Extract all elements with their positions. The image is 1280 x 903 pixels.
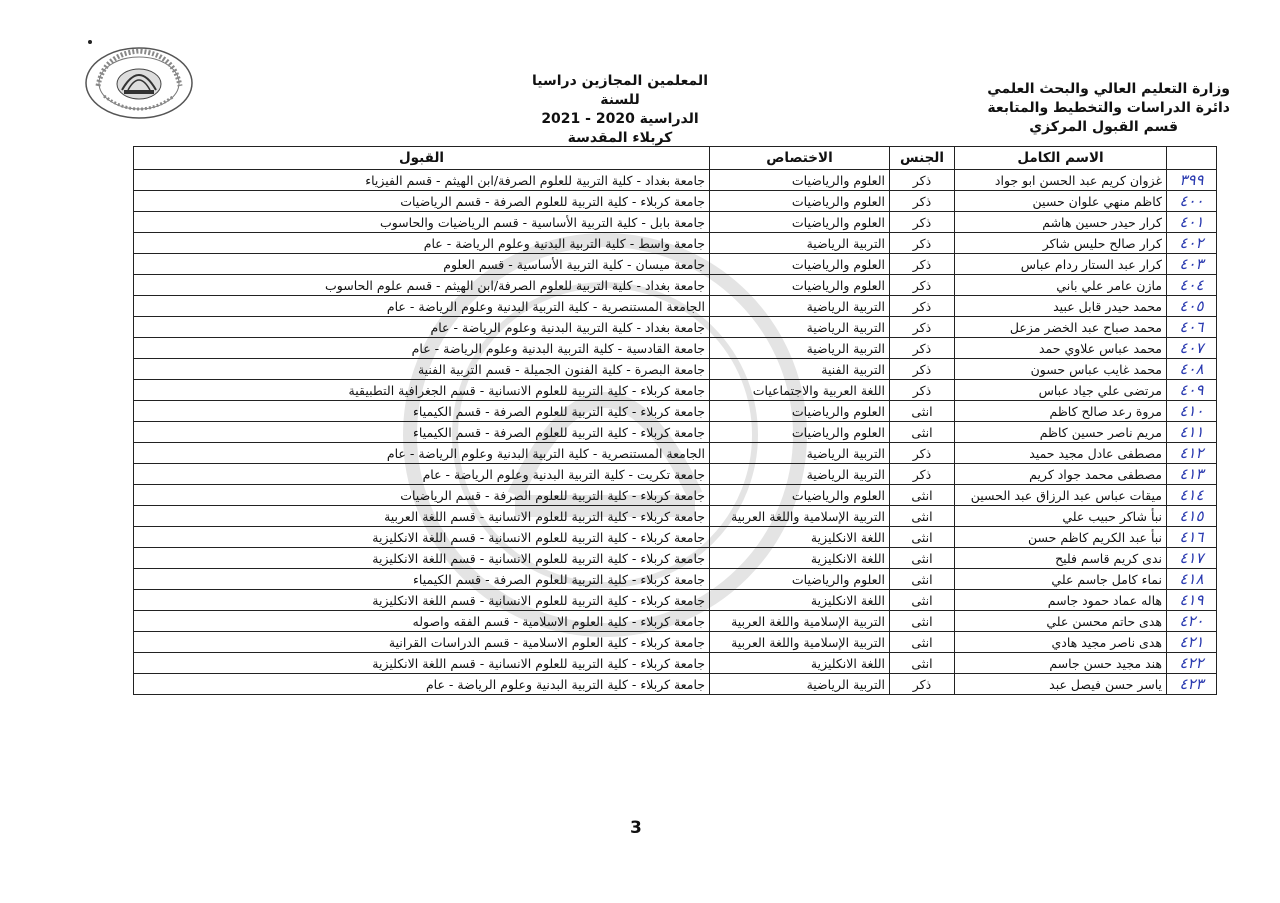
full-name-cell: كاظم منهي علوان حسين <box>955 191 1167 212</box>
acceptance-cell: جامعة كربلاء - كلية التربية للعلوم الانسانية - قسم اللغة الانكليزية <box>134 527 710 548</box>
table-row <box>134 317 1217 338</box>
specialization-cell: العلوم والرياضيات <box>710 401 890 422</box>
specialization-cell: العلوم والرياضيات <box>710 422 890 443</box>
table-row <box>134 464 1217 485</box>
acceptance-cell: جامعة واسط - كلية التربية البدنية وعلوم الرياضة - عام <box>134 233 710 254</box>
specialization-cell: العلوم والرياضيات <box>710 212 890 233</box>
specialization-cell: التربية الرياضية <box>710 338 890 359</box>
row-number: ٤١٠ <box>1167 401 1217 422</box>
specialization-cell: التربية الإسلامية واللغة العربية <box>710 506 890 527</box>
scan-dot <box>88 40 92 44</box>
row-number: ٤٢٠ <box>1167 611 1217 632</box>
column-header-gender: الجنس <box>890 147 955 170</box>
acceptance-cell: جامعة كربلاء - كلية التربية للعلوم الانسانية - قسم اللغة الانكليزية <box>134 653 710 674</box>
specialization-cell: العلوم والرياضيات <box>710 275 890 296</box>
gender-cell: انثى <box>890 611 955 632</box>
table-row <box>134 212 1217 233</box>
gender-cell: ذكر <box>890 212 955 233</box>
acceptance-cell: جامعة كربلاء - كلية التربية للعلوم الصرفة - قسم الكيمياء <box>134 569 710 590</box>
table-row <box>134 611 1217 632</box>
full-name-cell: هدى ناصر مجيد هادي <box>955 632 1167 653</box>
gender-cell: ذكر <box>890 296 955 317</box>
department-name: دائرة الدراسات والتخطيط والمتابعة <box>987 100 1230 116</box>
row-number: ٤١١ <box>1167 422 1217 443</box>
row-number: ٤٢٣ <box>1167 674 1217 695</box>
gender-cell: ذكر <box>890 170 955 191</box>
full-name-cell: نماء كامل جاسم علي <box>955 569 1167 590</box>
gender-cell: ذكر <box>890 380 955 401</box>
gender-cell: انثى <box>890 569 955 590</box>
roster-table <box>133 146 1217 695</box>
gender-cell: انثى <box>890 401 955 422</box>
table-row <box>134 401 1217 422</box>
table-row <box>134 233 1217 254</box>
full-name-cell: هاله عماد حمود جاسم <box>955 590 1167 611</box>
title-line-3: كربلاء المقدسة <box>567 130 673 146</box>
specialization-cell: التربية الإسلامية واللغة العربية <box>710 632 890 653</box>
acceptance-cell: الجامعة المستنصرية - كلية التربية البدنية وعلوم الرياضة - عام <box>134 296 710 317</box>
specialization-cell: اللغة الانكليزية <box>710 527 890 548</box>
gender-cell: انثى <box>890 590 955 611</box>
acceptance-cell: جامعة كربلاء - كلية التربية للعلوم الصرفة - قسم الرياضيات <box>134 191 710 212</box>
table-row <box>134 569 1217 590</box>
acceptance-cell: جامعة كربلاء - كلية العلوم الاسلامية - قسم الفقه واصوله <box>134 611 710 632</box>
specialization-cell: التربية الرياضية <box>710 296 890 317</box>
gender-cell: ذكر <box>890 275 955 296</box>
full-name-cell: محمد حيدر قابل عبيد <box>955 296 1167 317</box>
full-name-cell: محمد عباس علاوي حمد <box>955 338 1167 359</box>
acceptance-cell: جامعة كربلاء - كلية التربية للعلوم الانسانية - قسم اللغة الانكليزية <box>134 548 710 569</box>
specialization-cell: التربية الرياضية <box>710 464 890 485</box>
ministry-header <box>910 80 1230 137</box>
row-number: ٤٠٠ <box>1167 191 1217 212</box>
specialization-cell: اللغة العربية والاجتماعيات <box>710 380 890 401</box>
full-name-cell: غزوان كريم عبد الحسن ابو جواد <box>955 170 1167 191</box>
gender-cell: ذكر <box>890 464 955 485</box>
acceptance-cell: جامعة كربلاء - كلية التربية للعلوم الصرفة - قسم الكيمياء <box>134 422 710 443</box>
row-number: ٤٠٨ <box>1167 359 1217 380</box>
acceptance-cell: جامعة كربلاء - كلية التربية للعلوم الانسانية - قسم الجغرافية التطبيقية <box>134 380 710 401</box>
table-row <box>134 170 1217 191</box>
table-row <box>134 527 1217 548</box>
gender-cell: انثى <box>890 632 955 653</box>
page-number: 3 <box>630 818 642 838</box>
table-row <box>134 590 1217 611</box>
table-row <box>134 485 1217 506</box>
acceptance-cell: جامعة كربلاء - كلية العلوم الاسلامية - قسم الدراسات القرانية <box>134 632 710 653</box>
column-header-specialization: الاختصاص <box>710 147 890 170</box>
table-row <box>134 296 1217 317</box>
gender-cell: ذكر <box>890 674 955 695</box>
row-number: ٤٠٥ <box>1167 296 1217 317</box>
specialization-cell: اللغة الانكليزية <box>710 548 890 569</box>
acceptance-cell: جامعة تكريت - كلية التربية البدنية وعلوم الرياضة - عام <box>134 464 710 485</box>
row-number: ٤٢١ <box>1167 632 1217 653</box>
full-name-cell: نبأ شاكر حبيب علي <box>955 506 1167 527</box>
row-number: ٤٠٣ <box>1167 254 1217 275</box>
acceptance-cell: جامعة بغداد - كلية التربية البدنية وعلوم الرياضة - عام <box>134 317 710 338</box>
full-name-cell: هدى حاتم محسن علي <box>955 611 1167 632</box>
table-row <box>134 653 1217 674</box>
row-number: ٤٢٢ <box>1167 653 1217 674</box>
full-name-cell: مروة رعد صالح كاظم <box>955 401 1167 422</box>
row-number: ٤٠٦ <box>1167 317 1217 338</box>
acceptance-cell: جامعة كربلاء - كلية التربية للعلوم الانسانية - قسم اللغة الانكليزية <box>134 590 710 611</box>
table-body <box>134 170 1217 695</box>
specialization-cell: العلوم والرياضيات <box>710 254 890 275</box>
specialization-cell: اللغة الانكليزية <box>710 653 890 674</box>
row-number: ٤١٤ <box>1167 485 1217 506</box>
ministry-name: وزارة التعليم العالي والبحث العلمي <box>987 81 1230 97</box>
full-name-cell: كرار عبد الستار ردام عباس <box>955 254 1167 275</box>
specialization-cell: التربية الفنية <box>710 359 890 380</box>
full-name-cell: كرار صالح حليس شاكر <box>955 233 1167 254</box>
specialization-cell: التربية الرياضية <box>710 317 890 338</box>
ministry-seal-icon <box>84 46 194 120</box>
acceptance-cell: جامعة كربلاء - كلية التربية للعلوم الانسانية - قسم اللغة العربية <box>134 506 710 527</box>
specialization-cell: التربية الرياضية <box>710 443 890 464</box>
full-name-cell: كرار حيدر حسين هاشم <box>955 212 1167 233</box>
table-row <box>134 254 1217 275</box>
specialization-cell: التربية الإسلامية واللغة العربية <box>710 611 890 632</box>
gender-cell: انثى <box>890 485 955 506</box>
full-name-cell: مصطفى محمد جواد كريم <box>955 464 1167 485</box>
row-number: ٤٠١ <box>1167 212 1217 233</box>
table-row <box>134 191 1217 212</box>
table-row <box>134 380 1217 401</box>
table-row <box>134 422 1217 443</box>
gender-cell: ذكر <box>890 191 955 212</box>
row-number: ٤١٣ <box>1167 464 1217 485</box>
row-number: ٤١٩ <box>1167 590 1217 611</box>
row-number: ٣٩٩ <box>1167 170 1217 191</box>
table-row <box>134 443 1217 464</box>
acceptance-cell: جامعة ميسان - كلية التربية الأساسية - قسم العلوم <box>134 254 710 275</box>
row-number: ٤١٥ <box>1167 506 1217 527</box>
document-title <box>520 72 720 148</box>
full-name-cell: مرتضى علي جياد عباس <box>955 380 1167 401</box>
acceptance-cell: جامعة بغداد - كلية التربية للعلوم الصرفة/ابن الهيثم - قسم علوم الحاسوب <box>134 275 710 296</box>
table-row <box>134 359 1217 380</box>
full-name-cell: مصطفى عادل مجيد حميد <box>955 443 1167 464</box>
full-name-cell: ميقات عباس عبد الرزاق عبد الحسين <box>955 485 1167 506</box>
specialization-cell: العلوم والرياضيات <box>710 170 890 191</box>
title-line-2: الدراسية 2020 - 2021 <box>541 111 699 127</box>
table-row <box>134 674 1217 695</box>
full-name-cell: ندى كريم قاسم فليح <box>955 548 1167 569</box>
column-header-name: الاسم الكامل <box>955 147 1167 170</box>
table-row <box>134 548 1217 569</box>
gender-cell: ذكر <box>890 443 955 464</box>
acceptance-cell: جامعة القادسية - كلية التربية البدنية وعلوم الرياضة - عام <box>134 338 710 359</box>
gender-cell: انثى <box>890 548 955 569</box>
acceptance-cell: جامعة كربلاء - كلية التربية للعلوم الصرفة - قسم الرياضيات <box>134 485 710 506</box>
gender-cell: انثى <box>890 422 955 443</box>
gender-cell: ذكر <box>890 338 955 359</box>
acceptance-cell: جامعة بابل - كلية التربية الأساسية - قسم الرياضيات والحاسوب <box>134 212 710 233</box>
full-name-cell: نبأ عبد الكريم كاظم حسن <box>955 527 1167 548</box>
row-number: ٤١٨ <box>1167 569 1217 590</box>
row-number: ٤١٢ <box>1167 443 1217 464</box>
full-name-cell: محمد صباح عبد الخضر مزعل <box>955 317 1167 338</box>
specialization-cell: التربية الرياضية <box>710 674 890 695</box>
gender-cell: ذكر <box>890 317 955 338</box>
gender-cell: انثى <box>890 506 955 527</box>
specialization-cell: التربية الرياضية <box>710 233 890 254</box>
table-header-row <box>134 147 1217 170</box>
row-number: ٤٠٩ <box>1167 380 1217 401</box>
specialization-cell: العلوم والرياضيات <box>710 569 890 590</box>
specialization-cell: العلوم والرياضيات <box>710 485 890 506</box>
specialization-cell: اللغة الانكليزية <box>710 590 890 611</box>
acceptance-cell: جامعة البصرة - كلية الفنون الجميلة - قسم التربية الفنية <box>134 359 710 380</box>
table-row <box>134 506 1217 527</box>
title-line-1: المعلمين المجازين دراسيا للسنة <box>532 73 708 108</box>
acceptance-cell: جامعة كربلاء - كلية التربية للعلوم الصرفة - قسم الكيمياء <box>134 401 710 422</box>
row-number: ٤٠٢ <box>1167 233 1217 254</box>
gender-cell: انثى <box>890 653 955 674</box>
row-number: ٤١٧ <box>1167 548 1217 569</box>
row-number: ٤٠٤ <box>1167 275 1217 296</box>
section-name: قسم القبول المركزي <box>1029 119 1178 135</box>
acceptance-cell: الجامعة المستنصرية - كلية التربية البدنية وعلوم الرياضة - عام <box>134 443 710 464</box>
full-name-cell: مريم ناصر حسين كاظم <box>955 422 1167 443</box>
column-header-acceptance: القبول <box>134 147 710 170</box>
full-name-cell: هند مجيد حسن جاسم <box>955 653 1167 674</box>
full-name-cell: محمد غايب عباس حسون <box>955 359 1167 380</box>
table-row <box>134 338 1217 359</box>
gender-cell: انثى <box>890 527 955 548</box>
gender-cell: ذكر <box>890 254 955 275</box>
acceptance-cell: جامعة بغداد - كلية التربية للعلوم الصرفة/ابن الهيثم - قسم الفيزياء <box>134 170 710 191</box>
row-number: ٤٠٧ <box>1167 338 1217 359</box>
gender-cell: ذكر <box>890 233 955 254</box>
table-row <box>134 275 1217 296</box>
column-header-number <box>1167 147 1217 170</box>
gender-cell: ذكر <box>890 359 955 380</box>
specialization-cell: العلوم والرياضيات <box>710 191 890 212</box>
row-number: ٤١٦ <box>1167 527 1217 548</box>
table-row <box>134 632 1217 653</box>
acceptance-cell: جامعة كربلاء - كلية التربية البدنية وعلوم الرياضة - عام <box>134 674 710 695</box>
full-name-cell: ياسر حسن فيصل عبد <box>955 674 1167 695</box>
full-name-cell: مازن عامر علي باني <box>955 275 1167 296</box>
